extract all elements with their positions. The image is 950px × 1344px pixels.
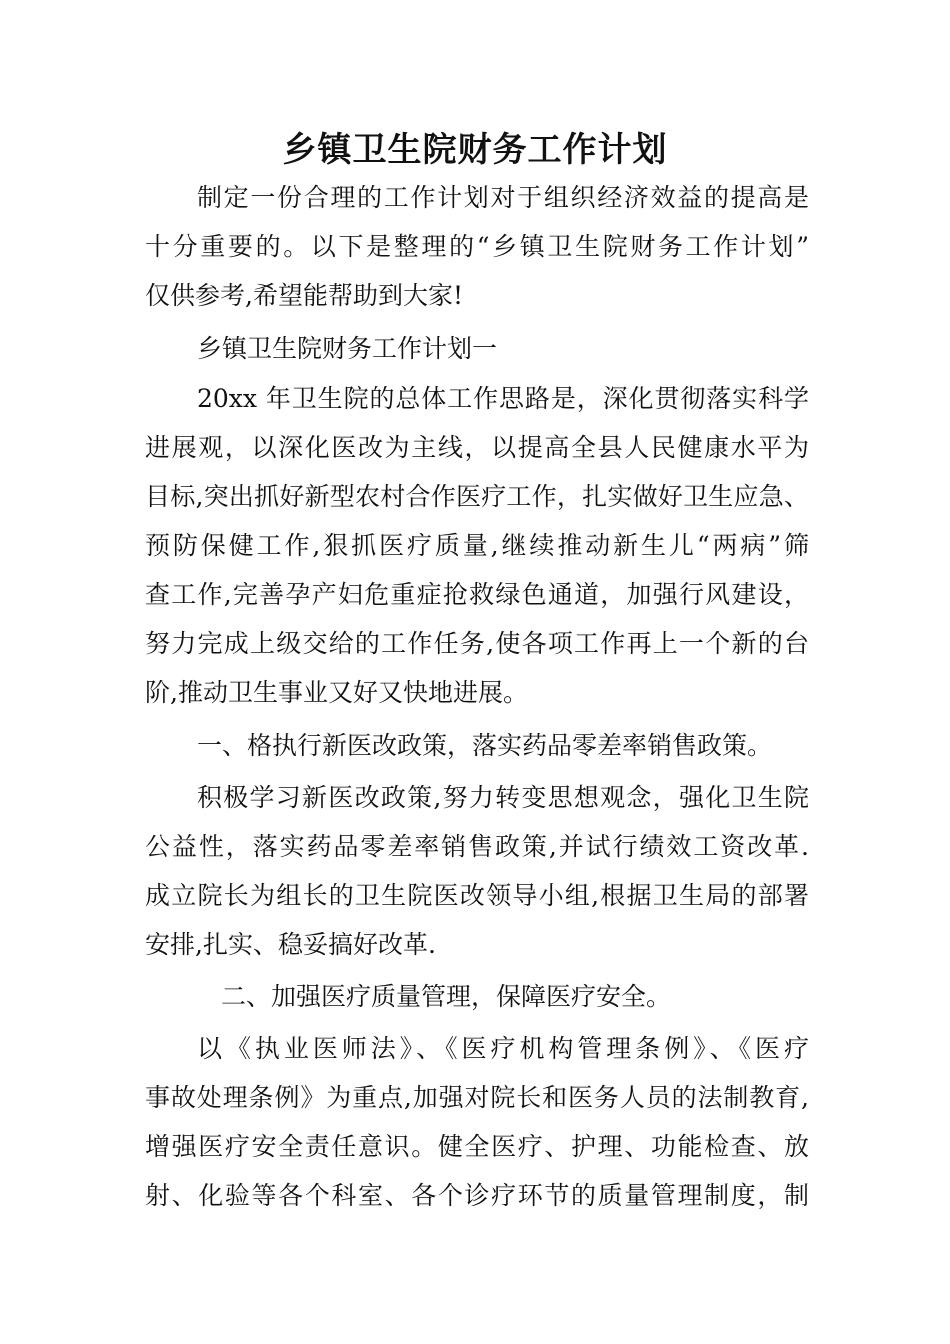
paragraph-line: 事故处理条例》为重点,加强对院长和医务人员的法制教育,: [145, 1083, 809, 1112]
paragraph-line: 公益性，落实药品零差率销售政策,并试行绩效工资改革.: [145, 832, 809, 861]
paragraph-line: 仅供参考,希望能帮助到大家!: [145, 281, 463, 310]
paragraph-line: 射、化验等各个科室、各个诊疗环节的质量管理制度，制: [145, 1181, 809, 1210]
paragraph-line: 努力完成上级交给的工作任务,使各项工作再上一个新的台: [145, 629, 809, 658]
paragraph-line: 制定一份合理的工作计划对于组织经济效益的提高是: [197, 183, 809, 212]
paragraph-line: 目标,突出抓好新型农村合作医疗工作，扎实做好卫生应急、: [145, 482, 809, 511]
paragraph-line: 安排,扎实、稳妥搞好改革.: [145, 930, 436, 959]
section-heading: 乡镇卫生院财务工作计划一: [197, 334, 498, 363]
paragraph-line: 增强医疗安全责任意识。健全医疗、护理、功能检查、放: [145, 1132, 809, 1161]
paragraph-line: 积极学习新医改政策,努力转变思想观念，强化卫生院: [197, 783, 809, 812]
paragraph-line: 成立院长为组长的卫生院医改领导小组,根据卫生局的部署: [145, 881, 809, 910]
section-heading: 二、加强医疗质量管理，保障医疗安全。: [221, 982, 672, 1011]
paragraph-line: 20xx 年卫生院的总体工作思路是，深化贯彻落实科学: [197, 384, 809, 413]
section-heading: 一、格执行新医改政策，落实药品零差率销售政策。: [197, 731, 773, 760]
paragraph-line: 以《执业医师法》、《医疗机构管理条例》、《医疗: [197, 1034, 809, 1063]
paragraph-line: 进展观，以深化医改为主线，以提高全县人民健康水平为: [145, 433, 809, 462]
document-title: 乡镇卫生院财务工作计划: [282, 130, 668, 170]
paragraph-line: 预防保健工作,狠抓医疗质量,继续推动新生儿“两病”筛: [145, 531, 809, 560]
paragraph-line: 阶,推动卫生事业又好又快地进展。: [145, 678, 528, 707]
paragraph-line: 查工作,完善孕产妇危重症抢救绿色通道，加强行风建设，: [145, 580, 809, 609]
paragraph-line: 十分重要的。以下是整理的“乡镇卫生院财务工作计划”: [145, 232, 809, 261]
